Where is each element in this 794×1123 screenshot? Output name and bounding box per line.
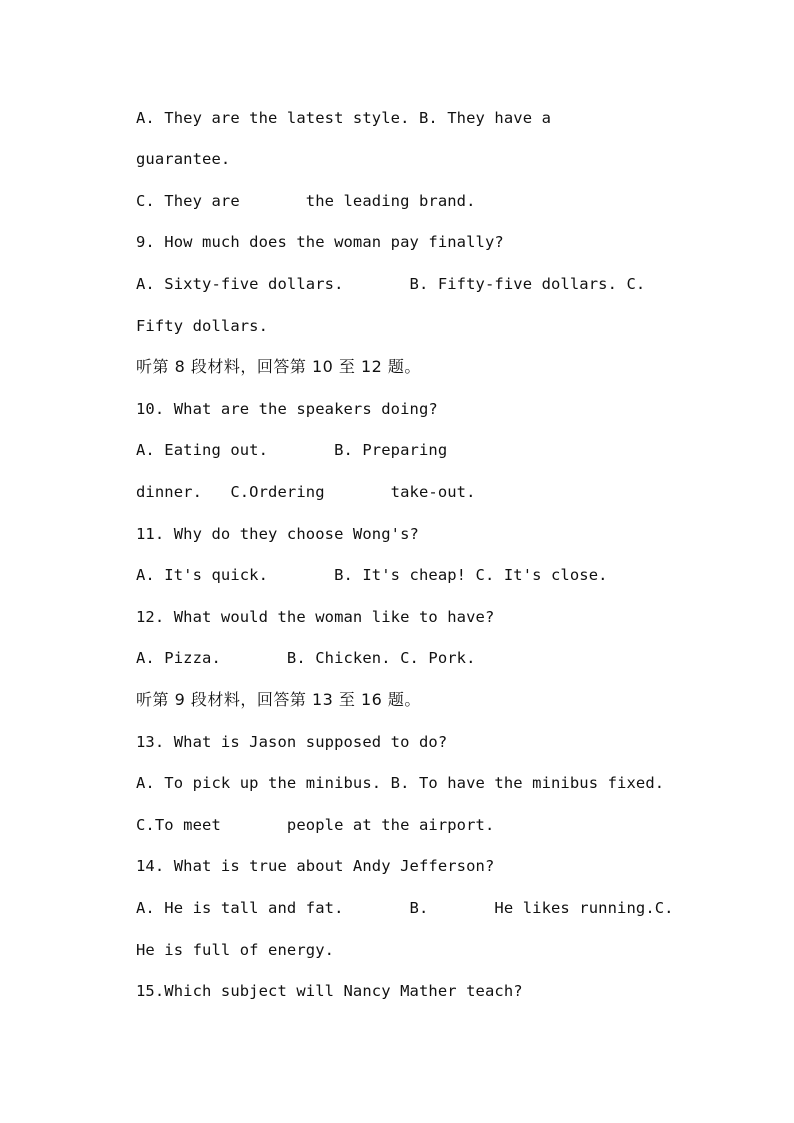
question-9: 9. How much does the woman pay finally?	[136, 233, 504, 251]
section-heading-material-9: 听第 9 段材料，回答第 13 至 16 题。	[136, 690, 421, 709]
question-14: 14. What is true about Andy Jefferson?	[136, 857, 495, 875]
question-12: 12. What would the woman like to have?	[136, 608, 495, 626]
question-15: 15.Which subject will Nancy Mather teach?	[136, 982, 523, 1000]
q13-options-line: A. To pick up the minibus. B. To have the minibus fixed.	[136, 774, 665, 792]
question-10: 10. What are the speakers doing?	[136, 400, 438, 418]
q8-options-line: A. They are the latest style. B. They have a	[136, 109, 551, 127]
question-13: 13. What is Jason supposed to do?	[136, 733, 448, 751]
q8-options-continued: guarantee.	[136, 150, 231, 168]
q10-options-continued: dinner. C.Ordering take-out.	[136, 483, 476, 501]
q14-options-line: A. He is tall and fat. B. He likes running.C.	[136, 899, 674, 917]
q13-options-continued: C.To meet people at the airport.	[136, 816, 495, 834]
section-heading-material-8: 听第 8 段材料，回答第 10 至 12 题。	[136, 357, 421, 376]
q12-options-line: A. Pizza. B. Chicken. C. Pork.	[136, 649, 476, 667]
q11-options-line: A. It's quick. B. It's cheap! C. It's close.	[136, 566, 608, 584]
q9-options-continued: Fifty dollars.	[136, 317, 269, 335]
q9-options-line: A. Sixty-five dollars. B. Fifty-five dollars. C.	[136, 275, 646, 293]
q10-options-line: A. Eating out. B. Preparing	[136, 441, 448, 459]
q14-options-continued: He is full of energy.	[136, 941, 335, 959]
question-11: 11. Why do they choose Wong's?	[136, 525, 419, 543]
q8-option-c: C. They are the leading brand.	[136, 192, 476, 210]
